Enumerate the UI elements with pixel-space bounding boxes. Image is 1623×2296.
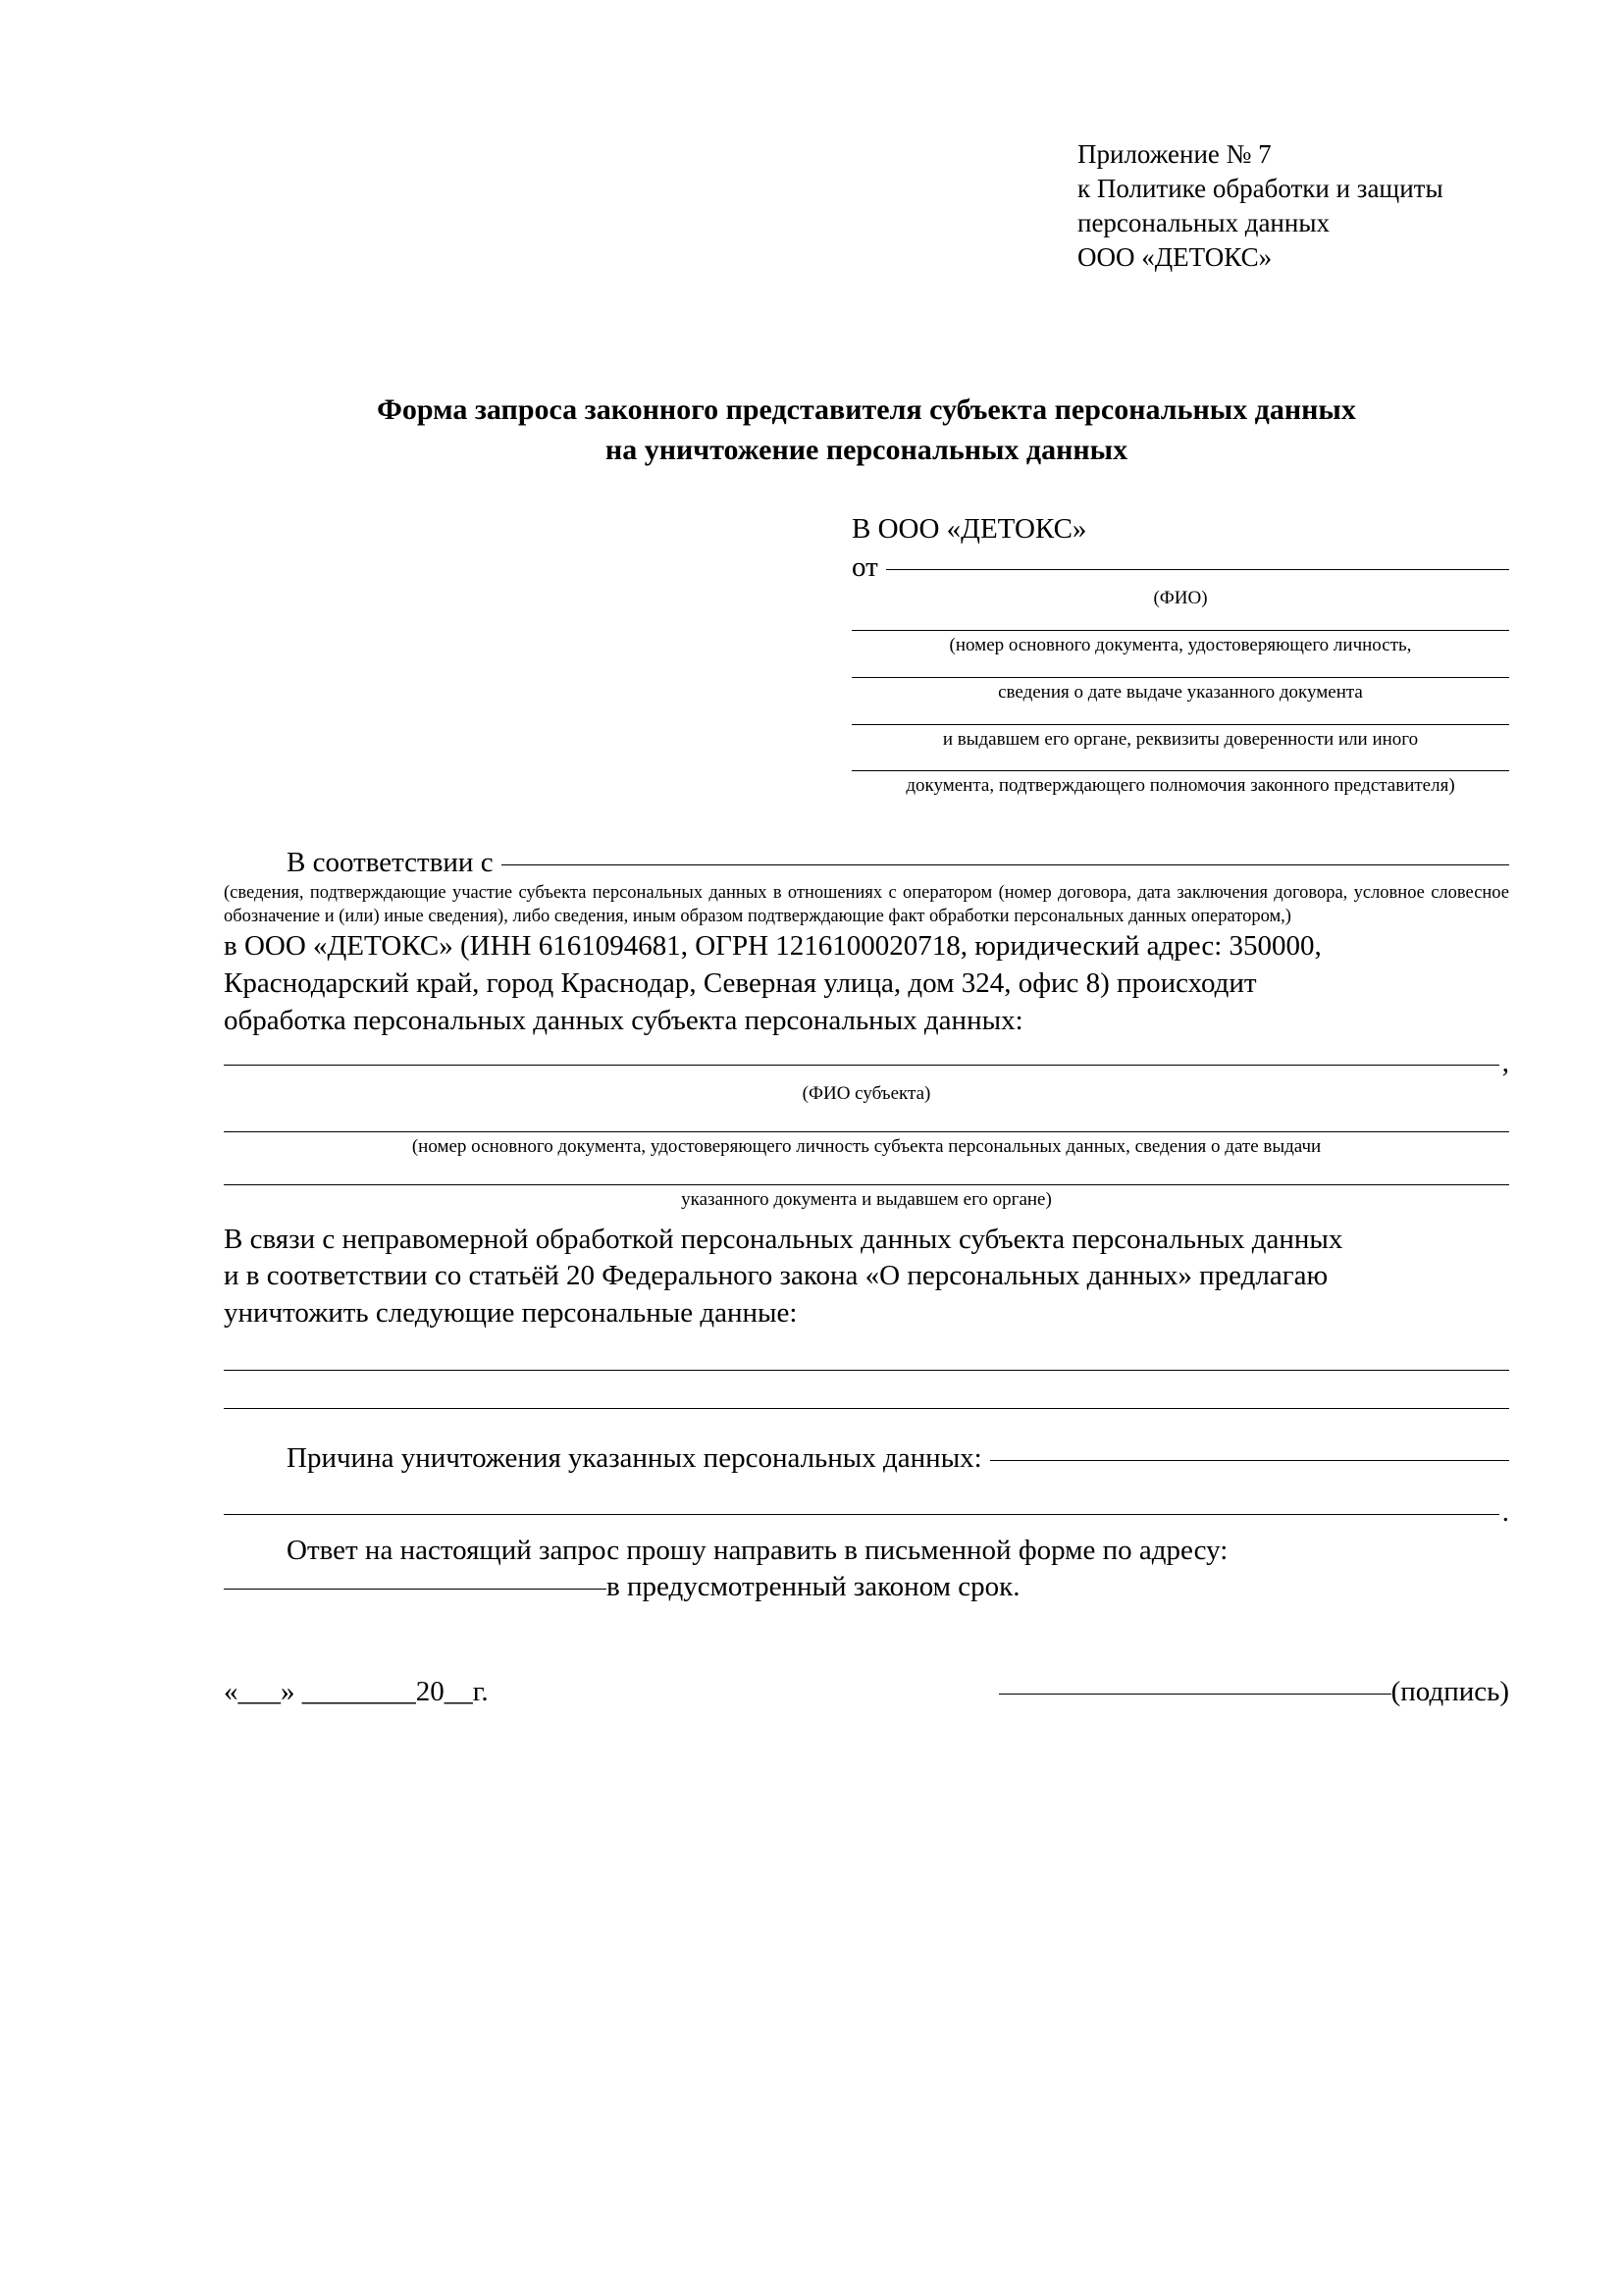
- reason-row-2: [224, 1496, 1509, 1529]
- page-title-line-2: на уничтожение персональных данных: [604, 433, 1128, 466]
- request-line-2: и в соответствии со статьёй 20 Федерального закона «О персональных данных» предлагаю: [224, 1260, 1329, 1292]
- signature-row: [224, 1676, 1509, 1708]
- subject-fio-caption: (ФИО субъекта): [802, 1083, 931, 1105]
- reason-label: Причина уничтожения указанных персональных данных:: [287, 1441, 982, 1474]
- accordance-row: [224, 847, 1509, 879]
- reason-row: [224, 1442, 1509, 1475]
- subject-doc-caption-2: указанного документа и выдавшем его органе): [681, 1188, 1052, 1210]
- organization-paragraph-line-3: обработка персональных данных субъекта персональных данных:: [224, 1004, 1023, 1036]
- fio-caption: (ФИО): [1153, 588, 1208, 609]
- accordance-note: (сведения, подтверждающие участие субъекта персональных данных в отношениях с оператором (номер договора, дата заключения договора, условное словесное обозначение и (или) иные сведения), либо сведения, иным образом подтверждающие факт обработки персональных данных оператором,): [224, 883, 1509, 927]
- from-fill-line[interactable]: [886, 569, 1509, 570]
- doc-authority-fill-line[interactable]: [852, 770, 1509, 771]
- request-line-1: В связи с неправомерной обработкой персональных данных субъекта персональных данных: [224, 1223, 1343, 1255]
- answer-address-fill-line[interactable]: [224, 1589, 606, 1590]
- doc-date-fill-line[interactable]: [852, 677, 1509, 678]
- appendix-line-2: к Политике обработки и защиты: [1077, 174, 1443, 204]
- from-label: от: [852, 551, 878, 584]
- destroy-fill-line-2[interactable]: [224, 1408, 1509, 1409]
- organization-paragraph-line-2: Краснодарский край, город Краснодар, Северная улица, дом 324, офис 8) происходит: [224, 966, 1257, 999]
- organization-paragraph: [224, 928, 1509, 1039]
- addressee-organization: В ООО «ДЕТОКС»: [852, 513, 1087, 546]
- appendix-line-1: Приложение № 7: [1077, 139, 1272, 169]
- signature-area: [999, 1676, 1509, 1708]
- data-to-destroy-lines: [224, 1370, 1509, 1409]
- from-row: [852, 551, 1509, 584]
- subject-fio-fill-line[interactable]: [224, 1065, 1499, 1066]
- organization-paragraph-line-1: в ООО «ДЕТОКС» (ИНН 6161094681, ОГРН 1216100020718, юридический адрес: 350000,: [224, 930, 1322, 963]
- signature-caption: (подпись): [1390, 1675, 1509, 1707]
- answer-line: Ответ на настоящий запрос прошу направить в письменной форме по адресу:: [287, 1534, 1229, 1566]
- page-title-line-1: Форма запроса законного представителя субъекта персональных данных: [377, 393, 1356, 427]
- signature-fill-line[interactable]: [999, 1694, 1391, 1695]
- reason-fill-line[interactable]: [990, 1460, 1509, 1461]
- destroy-fill-line-1[interactable]: [224, 1370, 1509, 1371]
- signature-date[interactable]: «___» ________20__г.: [224, 1675, 489, 1707]
- reason-fill-line-2[interactable]: [224, 1514, 1499, 1515]
- subject-fio-comma: ,: [1501, 1047, 1509, 1079]
- reason-period: .: [1501, 1495, 1509, 1528]
- doc-organ-fill-line[interactable]: [852, 724, 1509, 725]
- page-title: [224, 391, 1509, 470]
- doc-organ-caption: и выдавшем его органе, реквизиты доверенности или иного: [942, 728, 1419, 750]
- subject-doc-fill-line[interactable]: [224, 1131, 1509, 1132]
- subject-doc-fill-line-2[interactable]: [224, 1184, 1509, 1185]
- addressee-block: [224, 513, 1509, 798]
- accordance-label: В соответствии с: [287, 847, 494, 879]
- subject-details: [224, 1047, 1509, 1211]
- appendix-line-4: ООО «ДЕТОКС»: [1077, 242, 1273, 273]
- subject-fio-row: [224, 1047, 1509, 1079]
- subject-doc-caption: (номер основного документа, удостоверяющего личность субъекта персональных данных, сведения о дате выдачи: [411, 1136, 1322, 1158]
- answer-address-tail: в предусмотренный законом срок.: [606, 1570, 1021, 1602]
- doc-number-fill-line[interactable]: [852, 630, 1509, 631]
- request-line-3: уничтожить следующие персональные данные:: [224, 1296, 798, 1329]
- appendix-line-3: персональных данных: [1077, 208, 1330, 238]
- accordance-fill-line[interactable]: [501, 864, 1509, 865]
- document-body: [224, 137, 1509, 1708]
- request-paragraph: [224, 1222, 1509, 1332]
- doc-authority-caption: документа, подтверждающего полномочия законного представителя): [906, 775, 1455, 797]
- doc-number-caption: (номер основного документа, удостоверяющего личность,: [949, 635, 1412, 656]
- appendix-header: [1077, 137, 1509, 275]
- doc-date-caption: сведения о дате выдаче указанного документа: [998, 681, 1363, 703]
- answer-address-row: [224, 1571, 1509, 1603]
- addressee-details: [852, 587, 1509, 798]
